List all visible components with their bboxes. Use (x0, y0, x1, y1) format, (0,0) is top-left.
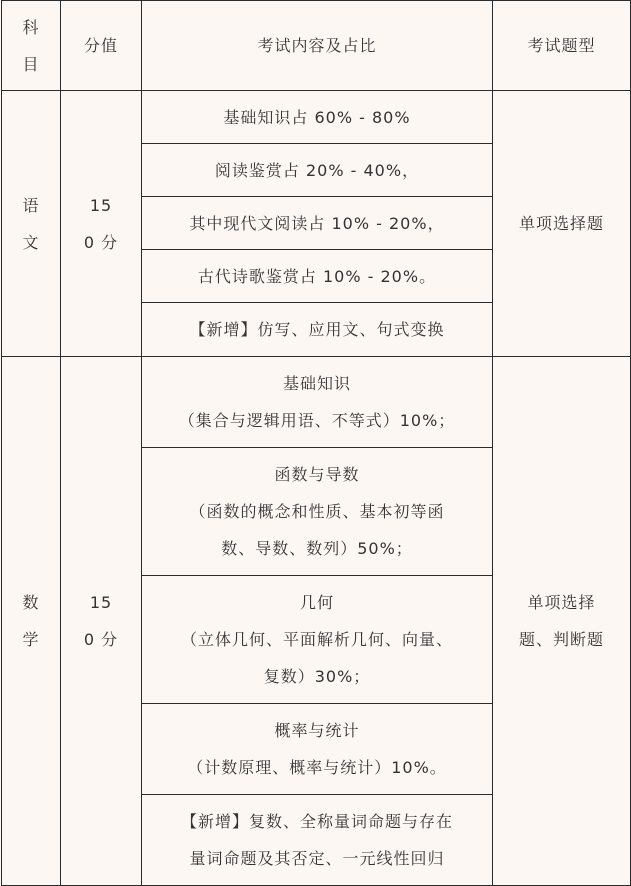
math-item-line: 函数与导数 (274, 465, 360, 484)
math-item-line: 概率与统计 (274, 721, 360, 740)
header-score: 分值 (61, 1, 142, 91)
header-type: 考试题型 (493, 1, 631, 91)
math-item (142, 704, 493, 795)
math-item (142, 576, 493, 704)
math-score-line-2: 0 分 (83, 630, 119, 649)
math-item (142, 357, 493, 448)
header-content: 考试内容及占比 (142, 1, 493, 91)
math-item-line: （集合与逻辑用语、不等式）10%； (178, 411, 456, 430)
chinese-row (2, 91, 631, 144)
header-row (2, 1, 631, 91)
header-subject-char-2: 目 (22, 54, 40, 74)
math-row (2, 357, 631, 448)
math-score (61, 357, 142, 886)
math-subject-char-2: 学 (22, 630, 40, 649)
math-item-line: 量词命题及其否定、一元线性回归 (189, 849, 445, 868)
chinese-score (61, 91, 142, 357)
math-item (142, 795, 493, 886)
math-item (142, 448, 493, 576)
chinese-score-line-2: 0 分 (83, 232, 119, 252)
math-item-line: 几何 (299, 593, 334, 612)
math-type-line-1: 单项选择 (527, 593, 596, 612)
math-item-line: 复数）30%； (263, 667, 371, 686)
chinese-item: 阅读鉴赏占 20% - 40%， (142, 144, 493, 197)
math-item-line: （立体几何、平面解析几何、向量、 (180, 630, 453, 649)
math-item-line: （函数的概念和性质、基本初等函 (189, 502, 445, 521)
math-subject (2, 357, 61, 886)
chinese-subject (2, 91, 61, 357)
math-type-line-2: 题、判断题 (518, 630, 604, 649)
math-item-line: （计数原理、概率与统计）10%。 (187, 758, 447, 777)
math-type (493, 357, 631, 886)
header-subject-char-1: 科 (22, 17, 40, 37)
math-item-line: 【新增】复数、全称量词命题与存在 (180, 812, 453, 831)
chinese-score-line-1: 15 (89, 195, 113, 215)
chinese-subject-char-2: 文 (22, 232, 40, 252)
chinese-subject-char-1: 语 (22, 195, 40, 215)
exam-table (1, 0, 631, 886)
chinese-item: 【新增】仿写、应用文、句式变换 (142, 303, 493, 357)
header-subject (2, 1, 61, 91)
math-item-line: 数、导数、数列）50%； (221, 539, 413, 558)
math-subject-char-1: 数 (22, 593, 40, 612)
math-item-line: 基础知识 (282, 374, 351, 393)
chinese-item: 古代诗歌鉴赏占 10% - 20%。 (142, 250, 493, 303)
chinese-item: 其中现代文阅读占 10% - 20%， (142, 197, 493, 250)
chinese-type: 单项选择题 (493, 91, 631, 357)
math-score-line-1: 15 (89, 593, 113, 612)
chinese-item: 基础知识占 60% - 80% (142, 91, 493, 144)
